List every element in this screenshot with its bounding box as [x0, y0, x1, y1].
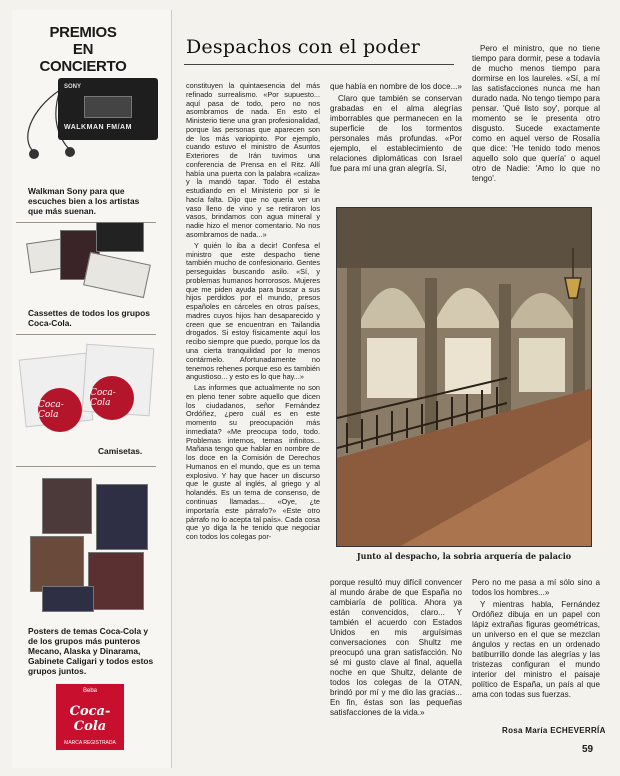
walkman-image — [58, 78, 158, 140]
poster-image-1 — [42, 478, 92, 534]
photo-caption: Junto al despacho, la sobria arquería de palacio — [356, 551, 572, 561]
author-signature: Rosa María ECHEVERRÍA — [502, 726, 606, 735]
poster-image-2 — [96, 484, 148, 550]
paragraph: Pero no me pasa a mí sólo sino a todos los hombres...» — [472, 578, 600, 597]
camisetas-caption: Camisetas. — [98, 446, 143, 456]
palace-arcade-photo — [336, 207, 592, 547]
poster-image-4 — [88, 552, 144, 610]
sidebar-title: PREMIOS EN CONCIERTO — [39, 24, 127, 75]
page-number: 59 — [582, 744, 594, 755]
coca-cola-logo-circle: Coca-Cola — [90, 376, 134, 420]
walkman-brand: SONY — [64, 84, 82, 90]
paragraph: Pero el ministro, que no tiene tiempo para dormir, pese a todavía de mucho menos tiempo para dormirse en los laureles. «Sí, a mí las satisfacciones nunca me han durado nada. No tengo tiempo para pensar. 'Qué listo soy', porque al momento se le presenta otro disgusto. Sucede exactamente como en aquel verso de Rosalía que dice: 'He tenido todo menos aquello solo que quería' o aquel otro de Nadie: 'Amo lo que no tengo'. — [472, 44, 600, 183]
paragraph: constituyen la quintaesencia del más refinado surrealismo. «Por supuesto... aquí pasa de todo, pero no nos asombramos de nada. En esto el Ministerio tiene una gran profesionalidad, porque las personas que aparecen son de los más variopinto. Por ejemplo, cuando estuvo el ministro de Asuntos Exteriores de Irán tuvimos una conferencia de Prensa en el Ritz. Allí había una puerta con la palabra «caliza» y la mandó tapar. Todo él estaba estudiando en el Ministerio por si le hacía falta. Dijo que no quería ver un vaso lleno de vino y se retiraron los vasos, brindamos con agua mineral y nadie hizo el menor comentario. No nos asombramos de nada...» — [186, 81, 320, 240]
coca-cola-logo — [56, 684, 124, 750]
coca-cola-logo-circle: Coca-Cola — [38, 388, 82, 432]
logo-bottom-text: MARCA REGISTRADA — [64, 740, 116, 746]
logo-top-text: Beba — [82, 688, 97, 694]
article-headline: Despachos con el poder — [186, 36, 421, 58]
article-column-2 — [330, 82, 462, 176]
poster-image-5 — [42, 586, 94, 612]
arcade-illustration — [337, 208, 592, 547]
cassettes-caption: Cassettes de todos los grupos Coca-Cola. — [28, 308, 150, 328]
paragraph: que había en nombre de los doce...» — [330, 82, 462, 91]
walkman-caption: Walkman Sony para que escuches bien a los artistas que más suenan. — [28, 186, 140, 216]
cassette-image-2 — [96, 222, 144, 252]
headline-rule — [184, 64, 454, 65]
article-column-2-bottom — [330, 578, 462, 720]
posters-caption: Posters de temas Coca-Cola y de los grupos más punteros Mecano, Alaska y Dinarama, Gabinete Caligari y todos estos grupos juntos. — [28, 626, 154, 676]
paragraph: Las informes que actualmente no son en pleno tener sobre aquello que dicen los ciudadanos, señor Fernández Ordóñez, ¿pero cuál es en este momento su preocupación más inmediata? «Me preocupa todo, todo. Problemas internos, temas infinitos... Mañana tengo que hablar en nombre de los doce en la Comisión de Derechos Humanos en el mundo, que es un tema explosivo. Y hay que hacer un discurso que le guste al inglés, al griego y al holandés. Es un tema de consenso, de continuas llamadas... «Oye, ¿te importaría este párrafo?» «Este otro párrafo no lo acepta tal país». Cada cosa que yo diga la he tenido que negociar con todos los colegas por- — [186, 383, 320, 542]
paragraph: Y mientras habla, Fernández Ordóñez dibuja en un papel con lápiz extrañas figuras geométricas, un universo en el que se mezclan ángulos y rectas en un ordenado batiburrillo donde las alegrías y las tristezas configuran el mundo interior del ministro el paisaje político de España, un país al que ama con todas sus fuerzas. — [472, 600, 600, 699]
paragraph: porque resultó muy difícil convencer al mundo árabe de que España no cambiaría de política. Ahora ya están convencidos, claro... Y también el acuerdo con Estados Unidos en mis arguísimas conversaciones con Shultz me preocupó una gran satisfacción. No sé mi gusto clave al final, aquella noche en que Shultz, delante de todos los colegas de la OTAN, brindó por mí y me dio las gracias... En fin, éstas son las pequeñas satisfacciones de la vida.» — [330, 578, 462, 717]
article-column-3 — [472, 44, 600, 186]
article-column-3-bottom — [472, 578, 600, 702]
cassette-window — [84, 96, 132, 118]
sidebar-divider — [16, 466, 156, 467]
logo-brand-text: Coca-Cola — [69, 704, 111, 734]
poster-image-3 — [30, 536, 84, 592]
article-column-1 — [186, 82, 320, 544]
paragraph: Y quién lo iba a decir! Confesa el ministro que este despacho tiene también mucho de confesionario. Gentes perseguidas buscando asilo. «Sí, y problemas humanos horrorosos. Mujeres que me piden ayuda para buscar a sus hijos perdidos por el mundo, presos españoles en cárceles en otros países, madres cuyos hijos han desaparecido y creen que se encuentran en Tailandia drogados. Si estoy físicamente aquí los recibo siempre que puedo, porque los da una cierta tranquilidad por lo menos contármelo. Afortunadamente no tenemos rehenes porque eso es también angustioso... y esto es lo que hay...» — [186, 240, 320, 382]
walkman-model: WALKMAN FM/AM — [64, 124, 132, 131]
sidebar-divider — [16, 334, 156, 335]
paragraph: Claro que también se conservan grabadas en el alma alegrías imborrables que permanecen en la superficie de los tormentos personales más profundas. «Por ejemplo, el establecimiento de relaciones diplomáticas con Israel fue para mí una gran alegría. Sí, — [330, 94, 462, 173]
